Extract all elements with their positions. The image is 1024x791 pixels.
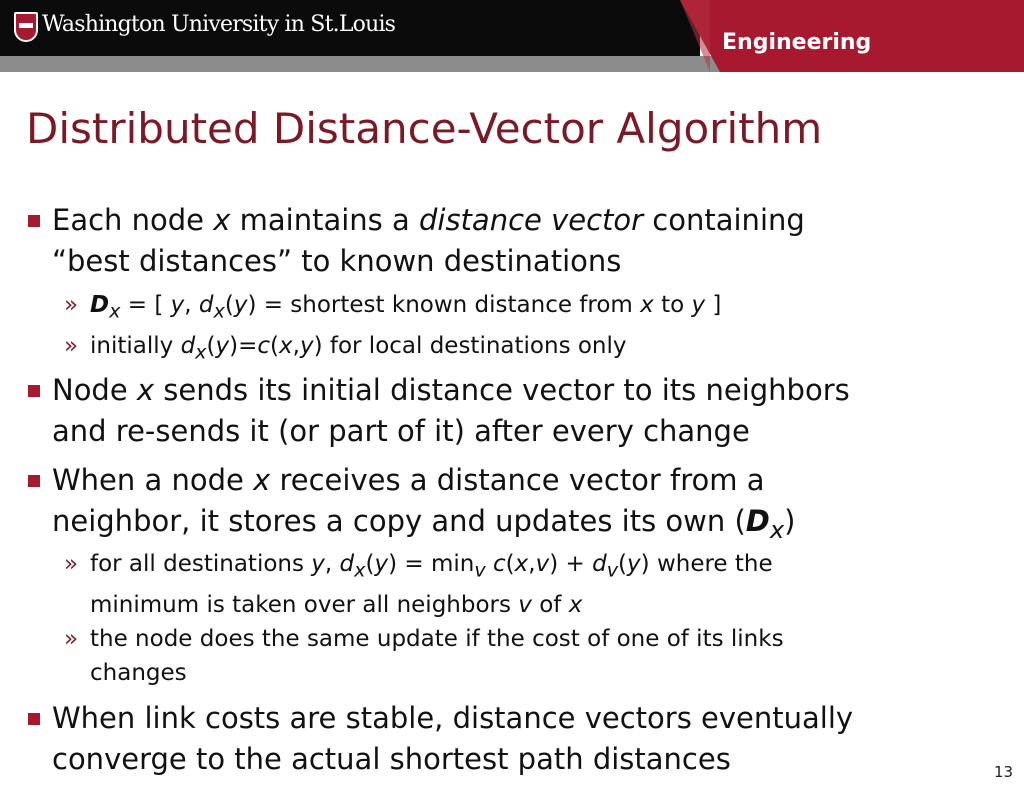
var-x: x [213,203,231,237]
text: ( [618,551,628,577]
var-x: x [279,333,293,359]
text: , [324,551,340,577]
text: ( [206,333,216,359]
text: Each node [52,203,214,237]
var-y: y [233,292,248,318]
subscript-v: v [474,558,486,582]
var-c: c [257,333,271,359]
school-name: Engineering [722,30,872,55]
bullet-1-line-2: “best distances” to known destinations [52,244,622,278]
text: )= [229,333,258,359]
var-y: y [215,333,230,359]
var-x: x [514,551,529,577]
text: receives a distance vector from a [270,463,765,497]
text: ( [505,551,515,577]
bullet-3-line-1 [52,460,1002,501]
var-x: x [253,463,271,497]
text: initially [90,333,181,359]
bullet-4-line-2: converge to the actual shortest path distances [52,742,731,776]
subscript-v: v [606,558,619,582]
bullet-1 [52,200,1002,282]
term-distance-vector: distance vector [418,203,644,237]
header-banner [0,0,1024,72]
text: Node [52,373,137,407]
subscript-x: x [769,515,785,544]
var-y: y [374,551,389,577]
sub-bullet-1-1-line [90,288,1000,329]
sub-bullet-3-1 [64,547,1000,622]
text: ) [784,504,796,538]
subscript-x: x [213,299,225,323]
university-shield-icon [14,12,38,42]
text: ( [365,551,375,577]
text: neighbor, it stores a copy and updates its own ( [52,504,746,538]
text: of [531,591,569,618]
chevron-right-icon: » [64,626,79,652]
bullet-3-line-2 [52,501,1002,551]
text: maintains a [230,203,419,237]
bullet-2 [52,370,1002,452]
text: ) where the [640,551,773,577]
var-D: D [90,292,110,318]
bullet-square-icon [28,713,40,725]
var-x: x [136,373,155,407]
var-y: y [170,292,185,318]
text: ] [705,292,722,318]
text: ( [224,292,234,318]
var-d: d [339,551,355,577]
text: ) for local destinations only [313,333,627,359]
sub-bullet-3-2 [64,622,1000,690]
var-d: d [198,292,214,318]
text: , [292,333,300,359]
sub-bullet-3-2-line-1: the node does the same update if the cost of one of its links [90,626,784,652]
bullet-3 [52,460,1002,551]
text: for all destinations [90,551,312,577]
sub-bullet-1-2-line [90,329,1000,370]
sub-bullet-1-1 [64,288,1000,329]
sub-bullet-3-1-line-1 [90,547,1000,588]
header-gray-band [0,56,720,72]
text [486,551,493,577]
var-y: y [627,551,641,577]
subscript-x: x [354,558,366,582]
bullet-2-line-1 [52,370,1002,411]
subscript-x: x [109,299,121,323]
sub-bullet-3-2-line-2: changes [90,660,187,686]
var-y: y [691,292,706,318]
bullet-4 [52,698,1002,780]
bullet-square-icon [28,215,40,227]
text: to [653,292,692,318]
var-d: d [180,333,196,359]
sub-bullet-1-2 [64,329,1000,370]
bullet-square-icon [28,475,40,487]
text: When a node [52,463,254,497]
bullet-4-line-1: When link costs are stable, distance vectors eventually [52,701,854,735]
var-x: x [568,591,583,618]
university-logo-text: Washington University in St.Louis [42,12,396,37]
text: , [528,551,536,577]
var-v: v [518,591,532,618]
text: ) + [549,551,593,577]
text: sends its initial distance vector to its neighbors [154,373,850,407]
text: , [184,292,199,318]
var-y: y [299,333,314,359]
text: ( [270,333,280,359]
bullet-1-line-1 [52,200,1002,241]
chevron-right-icon: » [64,292,79,318]
text: = [ [120,292,171,318]
subscript-x: x [195,340,207,364]
page-number: 13 [994,763,1014,781]
var-y: y [311,551,325,577]
var-v: v [535,551,550,577]
bullet-2-line-2: and re-sends it (or part of it) after every change [52,414,750,448]
text: ) = min [388,551,475,577]
text: ) = shortest known distance from [247,292,641,318]
var-d: d [592,551,607,577]
text: minimum is taken over all neighbors [90,591,519,618]
text: containing [643,203,805,237]
bullet-square-icon [28,385,40,397]
var-D: D [745,504,770,538]
chevron-right-icon: » [64,551,79,577]
var-x: x [640,292,654,318]
var-c: c [493,551,506,577]
sub-bullet-3-1-line-2 [90,588,1000,622]
slide-title: Distributed Distance-Vector Algorithm [26,104,823,153]
chevron-right-icon: » [64,333,79,359]
